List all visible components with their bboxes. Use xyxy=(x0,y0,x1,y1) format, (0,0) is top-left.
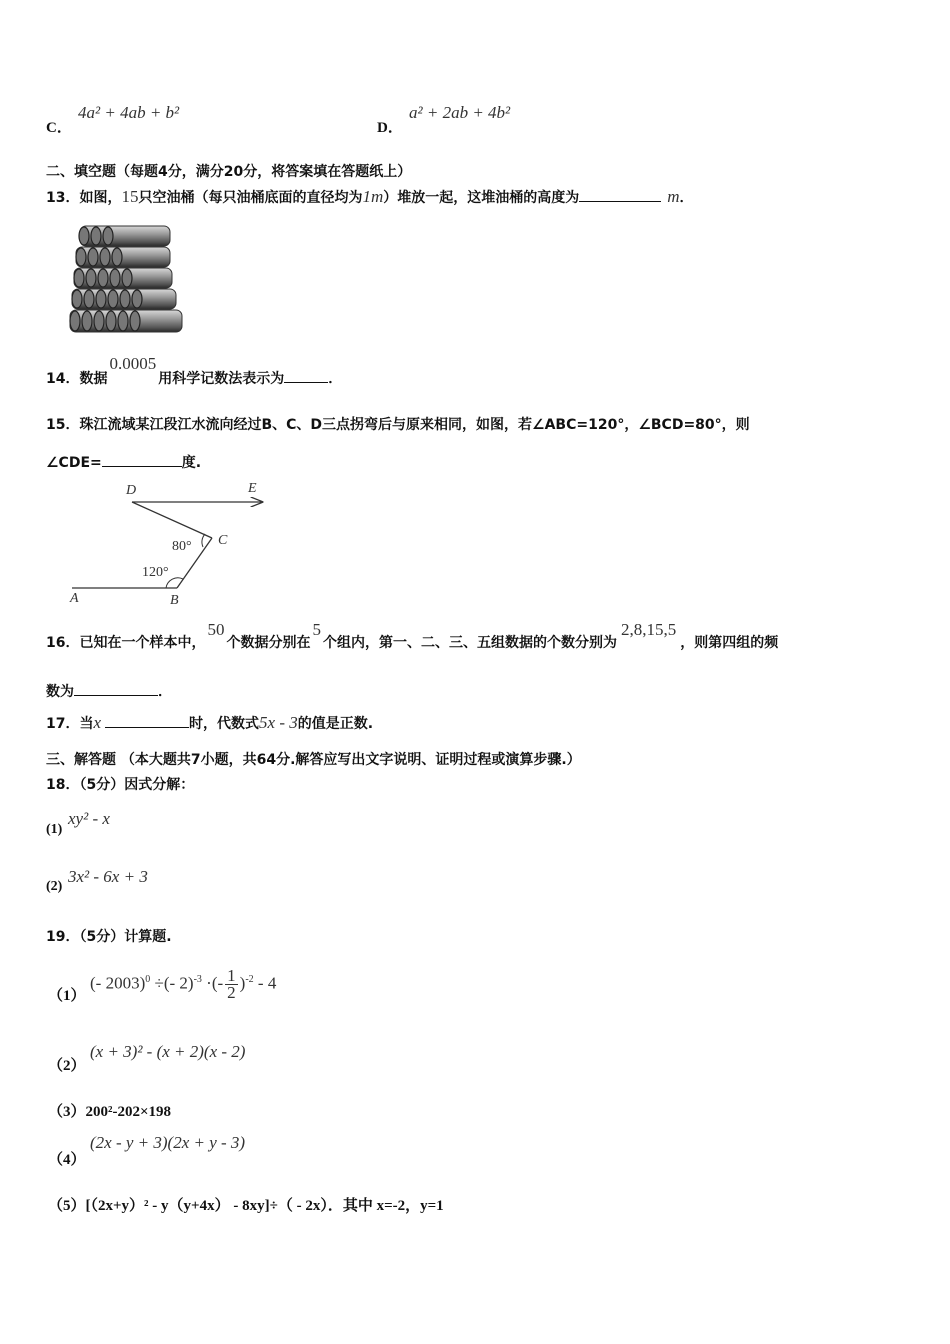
q19-p1-label: （1） xyxy=(48,988,86,1004)
label-c: C xyxy=(218,533,228,548)
q16-end: ． xyxy=(158,684,172,700)
option-d-expr: a² + 2ab + 4b² xyxy=(409,103,511,122)
q19-p5 xyxy=(48,1194,444,1215)
label-a: A xyxy=(70,591,79,606)
q16-n: 50 xyxy=(207,620,225,639)
q13-unit: 1m xyxy=(362,187,384,206)
q17-var: x xyxy=(93,713,102,732)
q19-p1-frac-den: 2 xyxy=(227,983,236,1002)
q15-unit: 度. xyxy=(181,455,202,471)
q19-p1-b-exp: -3 xyxy=(193,973,202,985)
q19-p1-e: - 4 xyxy=(257,973,277,993)
q14-number: 0.0005 xyxy=(109,354,157,373)
q18-p1-label: (1) xyxy=(46,822,63,837)
q18-p1-expr: xy² - x xyxy=(68,809,110,828)
q16-counts: 2,8,15,5 xyxy=(620,620,677,639)
q19-p4-expr: (2x - y + 3)(2x + y - 3) xyxy=(90,1133,246,1152)
q13-end-unit: m xyxy=(667,187,680,206)
q19-p2-label: （2） xyxy=(48,1058,86,1074)
q15-line1: 15．珠江流域某江段江水流向经过B、C、D三点拐弯后与原来相同，如图，若∠ABC=120°，∠BCD=80°，则 xyxy=(46,417,750,433)
q19-p1-a: (- 2003) xyxy=(90,973,146,993)
segment-dc xyxy=(132,502,212,538)
river-angle-figure xyxy=(62,478,282,608)
q16-mid2: 个组内，第一、二、三、五组数据的个数分别为 xyxy=(322,635,617,651)
q19-p1-a-exp: 0 xyxy=(145,973,151,985)
q17-mid: 时，代数式 xyxy=(189,716,260,732)
q16-prefix: 16．已知在一个样本中， xyxy=(46,635,206,651)
q19-p1-c: ·(- xyxy=(206,973,224,993)
q19-p1-fraction xyxy=(225,968,238,1001)
arc-80 xyxy=(202,534,205,547)
option-c-expr: 4a² + 4ab + b² xyxy=(78,103,180,122)
q19-p1-d-exp: -2 xyxy=(245,973,254,985)
label-d: D xyxy=(126,483,137,498)
label-e: E xyxy=(248,481,257,496)
q16-mid1: 个数据分别在 xyxy=(226,635,311,651)
q17 xyxy=(46,713,373,733)
q13-end: ． xyxy=(679,190,694,206)
q13-prefix: 13．如图， xyxy=(46,190,122,206)
q19-p1-d: ) xyxy=(239,973,246,993)
section2-heading: 二、填空题（每题4分，满分20分，将答案填在答题纸上） xyxy=(46,164,412,180)
q19-p2-expr: (x + 3)² - (x + 2)(x - 2) xyxy=(90,1042,246,1061)
q14-end: ． xyxy=(328,371,343,387)
q17-answer-blank[interactable] xyxy=(105,715,189,728)
q14-prefix: 14．数据 xyxy=(46,371,108,387)
q16-line1 xyxy=(46,620,779,652)
q16-line2-label: 数为 xyxy=(46,684,74,700)
q16-answer-blank[interactable] xyxy=(74,683,158,696)
label-80: 80° xyxy=(172,539,192,554)
q19-title: 19．（5分）计算题. xyxy=(46,929,172,945)
q19-p5-label: （5） xyxy=(48,1198,86,1214)
q19-p3-label: （3） xyxy=(48,1104,86,1120)
q14 xyxy=(46,354,343,388)
q15-line2 xyxy=(46,452,201,472)
label-b: B xyxy=(170,593,179,608)
q19-p5-expr: [（2x+y）² - y（y+4x） - 8xy]÷（ - 2x）．其中 x=-2，y=1 xyxy=(85,1198,444,1214)
option-d-label: D． xyxy=(377,120,403,136)
q13 xyxy=(46,187,694,207)
section3-heading: 三、解答题 （本大题共7小题，共64分.解答应写出文字说明、证明过程或演算步骤.） xyxy=(46,752,581,768)
q19-p3 xyxy=(48,1100,171,1121)
q15-angle-label: ∠CDE= xyxy=(46,455,102,471)
q13-suffix: ）堆放一起，这堆油桶的高度为 xyxy=(383,190,580,206)
q18-p2-label: (2) xyxy=(46,879,63,894)
q14-suffix: 用科学记数法表示为 xyxy=(158,371,285,387)
q19-p1-frac-num: 1 xyxy=(227,966,236,985)
q19-p4-label: （4） xyxy=(48,1152,86,1168)
q18-title: 18．（5分）因式分解： xyxy=(46,777,195,793)
q14-answer-blank[interactable] xyxy=(284,370,328,383)
q17-prefix: 17．当 xyxy=(46,716,94,732)
q19-p1-expr xyxy=(90,968,276,1001)
q13-mid: 只空油桶（每只油桶底面的直径均为 xyxy=(138,190,363,206)
q13-answer-blank[interactable] xyxy=(579,189,661,202)
q18-p2-expr: 3x² - 6x + 3 xyxy=(68,867,148,886)
label-120: 120° xyxy=(142,565,169,580)
q17-suffix: 的值是正数. xyxy=(297,716,374,732)
q13-count: 15 xyxy=(121,187,139,206)
q15-answer-blank[interactable] xyxy=(102,454,182,467)
q16-groups: 5 xyxy=(312,620,321,639)
q19-p3-expr: 200²-202×198 xyxy=(85,1104,172,1120)
option-c-label: C． xyxy=(46,120,72,136)
barrel-stack-figure xyxy=(66,222,186,342)
q19-p1-b: ÷(- 2) xyxy=(154,973,194,993)
q16-line2 xyxy=(46,681,172,701)
q17-expr: 5x - 3 xyxy=(259,713,298,732)
q16-suffix: ，则第四组的频 xyxy=(680,635,779,651)
